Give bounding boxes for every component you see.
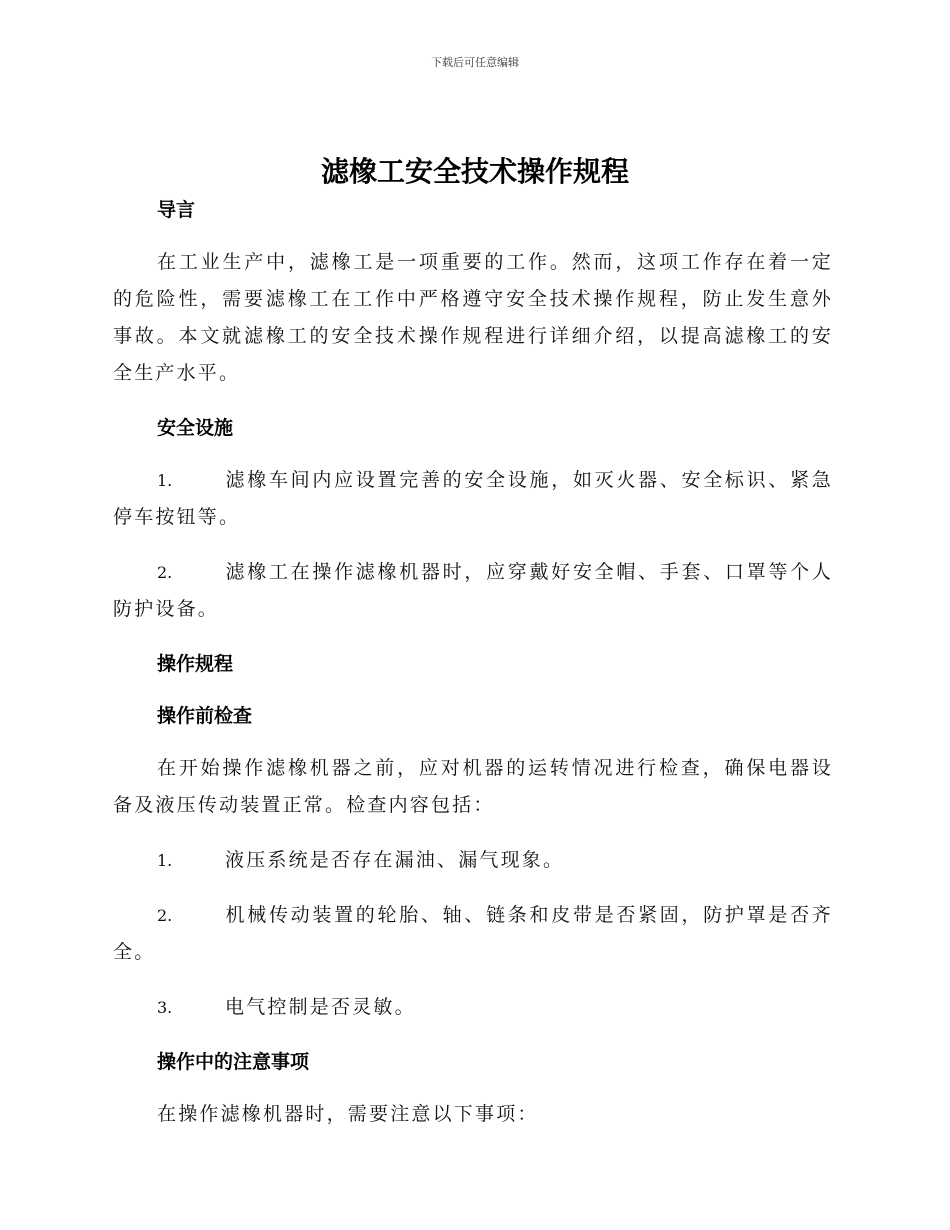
- list-number: 3.: [157, 998, 173, 1017]
- safety-item: [113, 462, 833, 536]
- heading-procedure: 操作规程: [157, 653, 234, 675]
- list-item-text: 液压系统是否存在漏油、漏气现象。: [225, 849, 565, 871]
- heading-safety: 安全设施: [157, 417, 234, 439]
- precheck-item: [113, 897, 833, 971]
- list-item-text: 滤橡工在操作滤橡机器时，应穿戴好安全帽、手套、口罩等个人防护设备。: [113, 561, 833, 620]
- intro-paragraph: 在工业生产中，滤橡工是一项重要的工作。然而，这项工作存在着一定的危险性，需要滤橡工在工作中严格遵守安全技术操作规程，防止发生意外事故。本文就滤橡工的安全技术操作规程进行详细介绍，以提高滤橡工的安全生产水平。: [113, 251, 833, 384]
- precheck-item: [113, 989, 833, 1026]
- heading-during-operation: 操作中的注意事项: [157, 1051, 310, 1073]
- document-body: [113, 192, 833, 1133]
- heading-intro: 导言: [157, 199, 196, 221]
- during-paragraph: 在操作滤橡机器时，需要注意以下事项：: [157, 1103, 539, 1125]
- list-number: 2.: [157, 906, 173, 925]
- list-number: 1.: [157, 471, 173, 490]
- precheck-paragraph: 在开始操作滤橡机器之前，应对机器的运转情况进行检查，确保电器设备及液压传动装置正常。检查内容包括：: [113, 757, 833, 816]
- list-number: 1.: [157, 851, 173, 870]
- list-item-text: 电气控制是否灵敏。: [225, 996, 416, 1018]
- list-item-text: 滤橡车间内应设置完善的安全设施，如灭火器、安全标识、紧急停车按钮等。: [113, 469, 833, 528]
- page-header-note: 下载后可任意编辑: [431, 56, 519, 69]
- document-title: 滤橡工安全技术操作规程: [320, 155, 629, 188]
- list-number: 2.: [157, 563, 173, 582]
- safety-item: [113, 554, 833, 628]
- list-item-text: 机械传动装置的轮胎、轴、链条和皮带是否紧固，防护罩是否齐全。: [113, 904, 833, 963]
- precheck-item: [113, 842, 833, 879]
- heading-precheck: 操作前检查: [157, 705, 253, 727]
